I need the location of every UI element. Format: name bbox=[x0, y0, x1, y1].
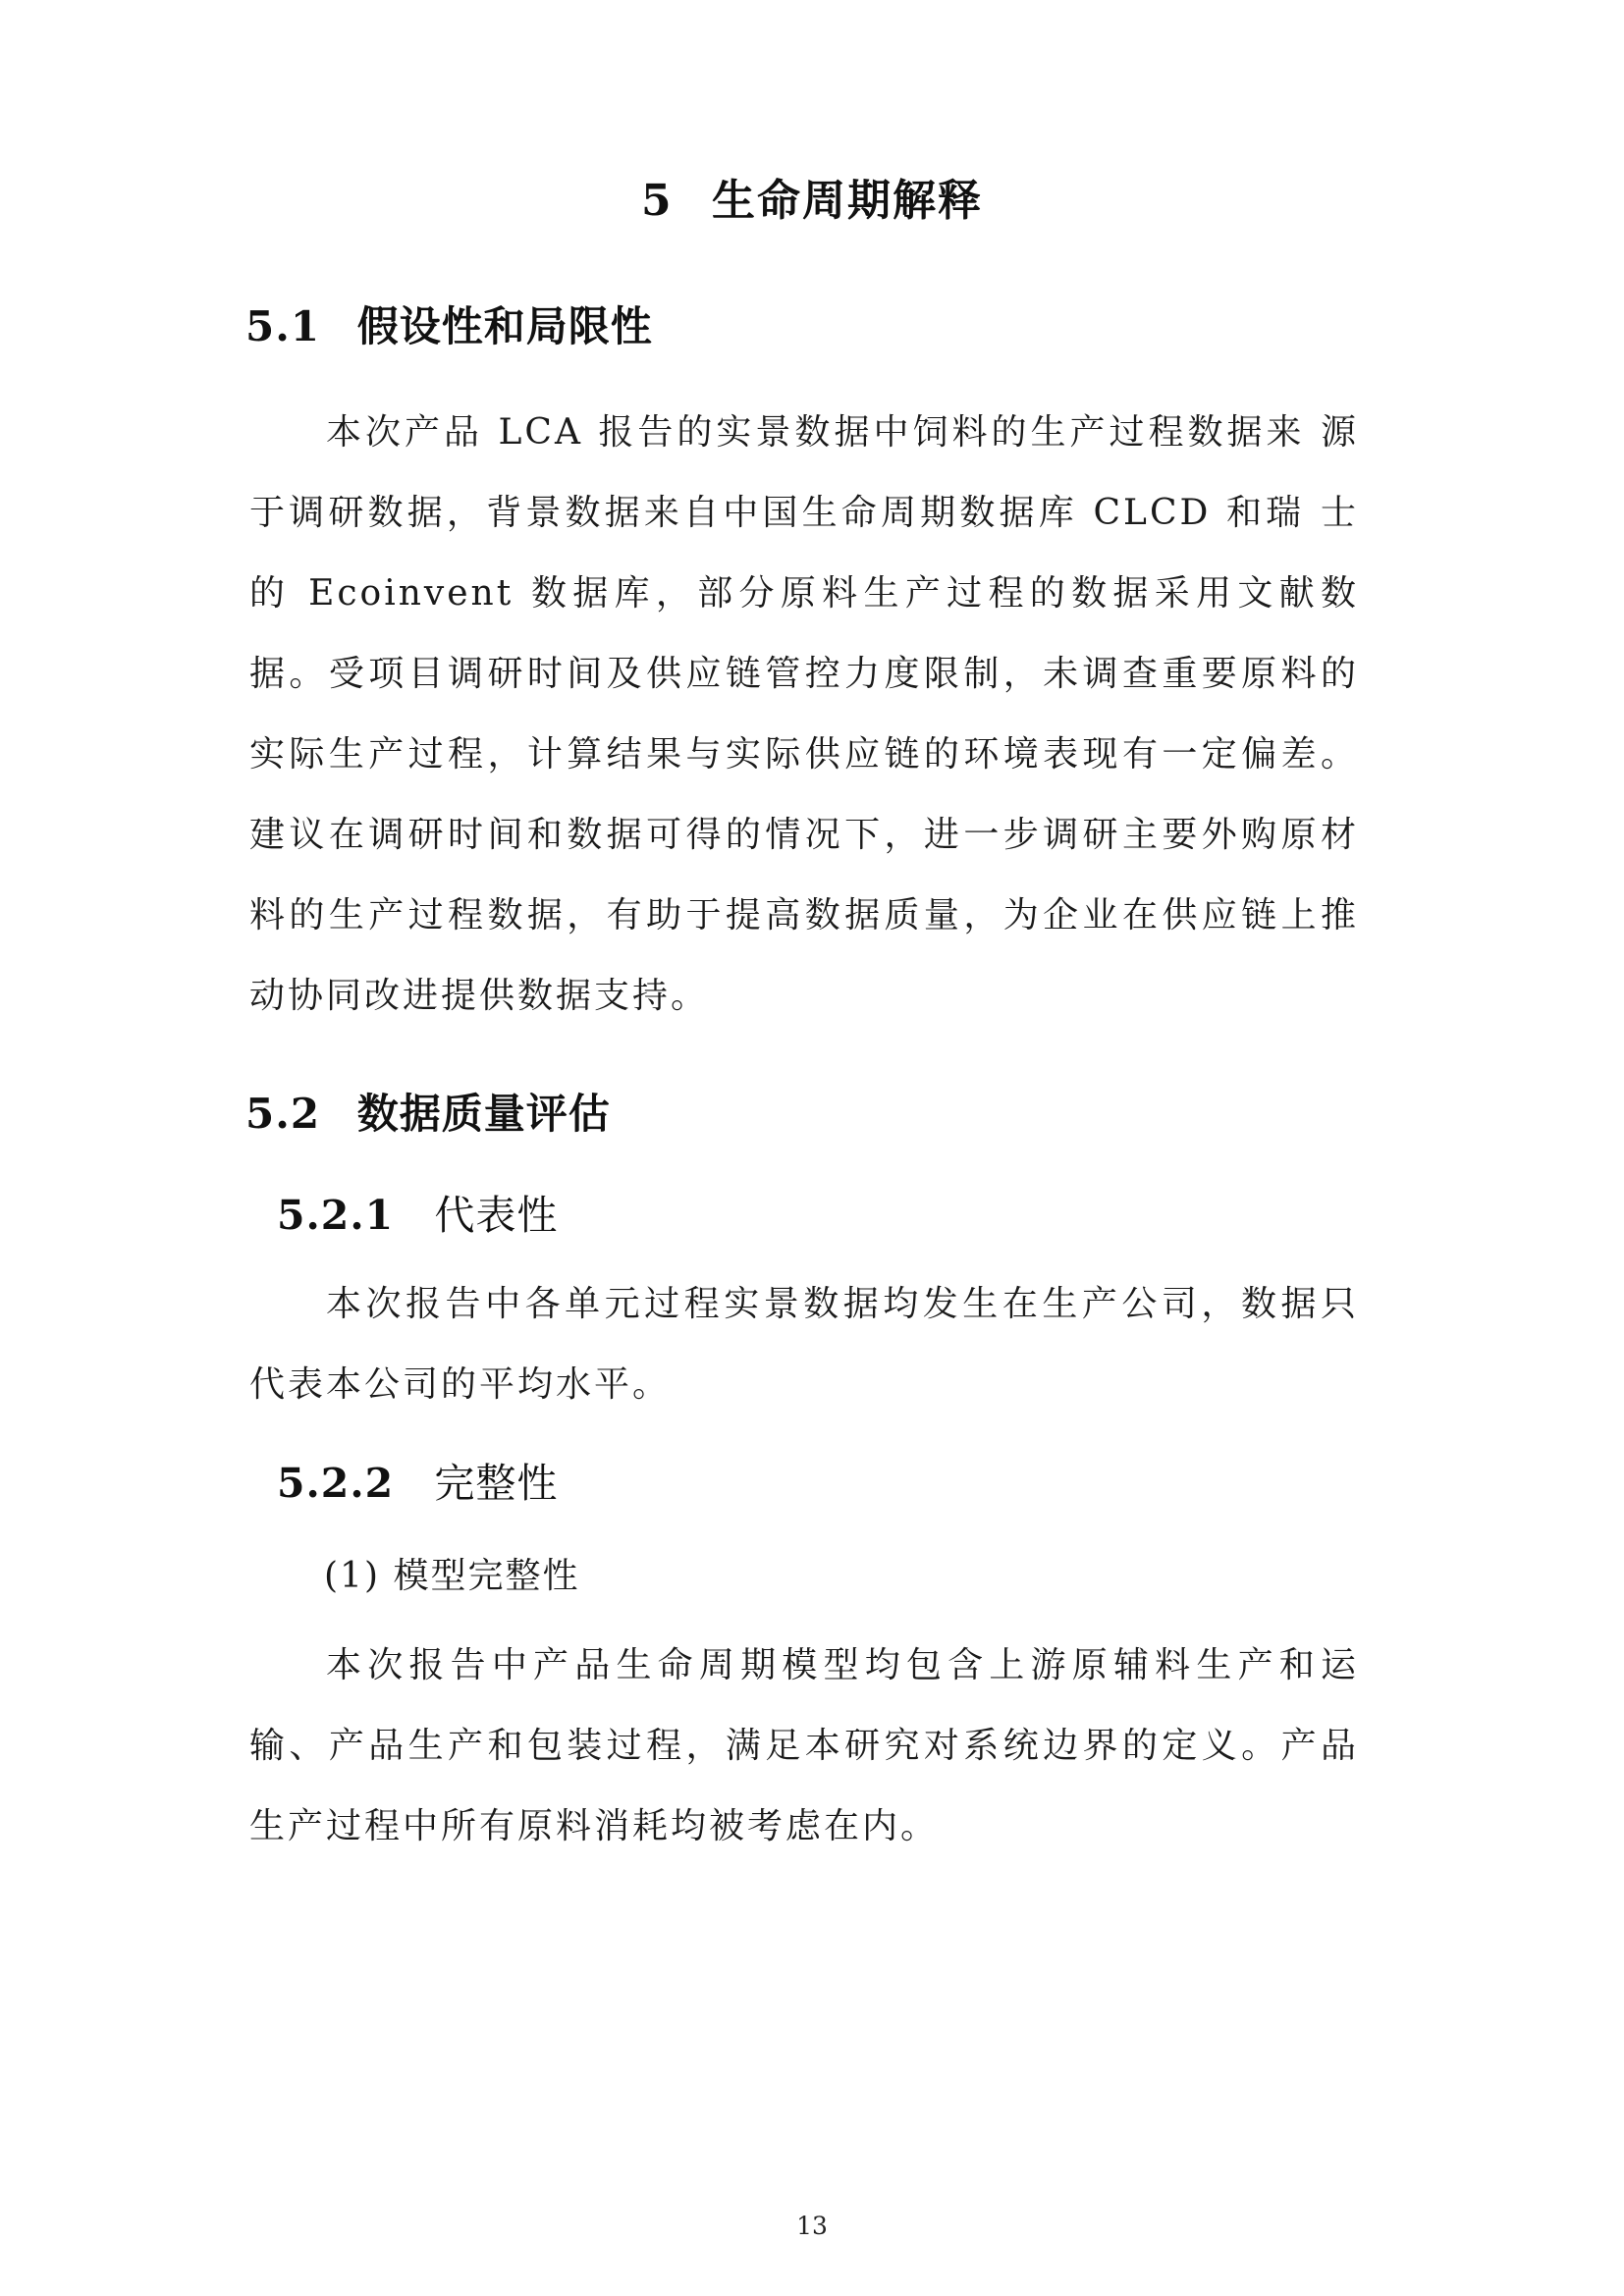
subsection-heading-5-2-2 bbox=[277, 1451, 558, 1509]
paragraph-representativeness: 本次报告中各单元过程实景数据均发生在生产公司，数据只代表本公司的平均水平。 bbox=[249, 1284, 1359, 1405]
paragraph-assumptions: 本次产品 LCA 报告的实景数据中饲料的生产过程数据来 源于调研数据，背景数据来自中国生命周期数据库 CLCD 和瑞 士的 Ecoinvent 数据库，部分原料生产过程的数据采用文献数 据。受项目调研时间及供应链管控力度限制，未调查重要原料的 实际生产过程，计算结果与实际供应链的环境表现有一定偏差。 建议在调研时间和数据可得的情况下，进一步调研主要外购原材 料的生产过程数据，有助于提高数据质量，为企业在供应链上推 动协同改进提供数据支持。 bbox=[249, 412, 1359, 1016]
section-title: 假设性和局限性 bbox=[356, 302, 653, 350]
section-number: 5.2 bbox=[245, 1090, 321, 1138]
item-label-model-completeness: (1) 模型完整性 bbox=[324, 1556, 580, 1596]
paragraph-completeness: 本次报告中产品生命周期模型均包含上游原辅料生产和运 输、产品生产和包装过程，满足本研究对系统边界的定义。产品 生产过程中所有原料消耗均被考虑在内。 bbox=[249, 1645, 1359, 1846]
subsection-title: 代表性 bbox=[434, 1192, 559, 1239]
section-heading-5-2 bbox=[245, 1082, 611, 1141]
subsection-number: 5.2.1 bbox=[277, 1192, 395, 1239]
section-heading-5-1 bbox=[245, 294, 653, 353]
chapter-title: 生命周期解释 bbox=[711, 176, 983, 226]
subsection-title: 完整性 bbox=[434, 1460, 559, 1507]
subsection-number: 5.2.2 bbox=[277, 1460, 395, 1507]
chapter-number: 5 bbox=[641, 176, 674, 226]
chapter-heading bbox=[0, 165, 1624, 228]
page-number: 13 bbox=[796, 2212, 828, 2240]
section-number: 5.1 bbox=[245, 302, 321, 350]
section-title: 数据质量评估 bbox=[356, 1090, 611, 1138]
subsection-heading-5-2-1 bbox=[277, 1183, 558, 1241]
